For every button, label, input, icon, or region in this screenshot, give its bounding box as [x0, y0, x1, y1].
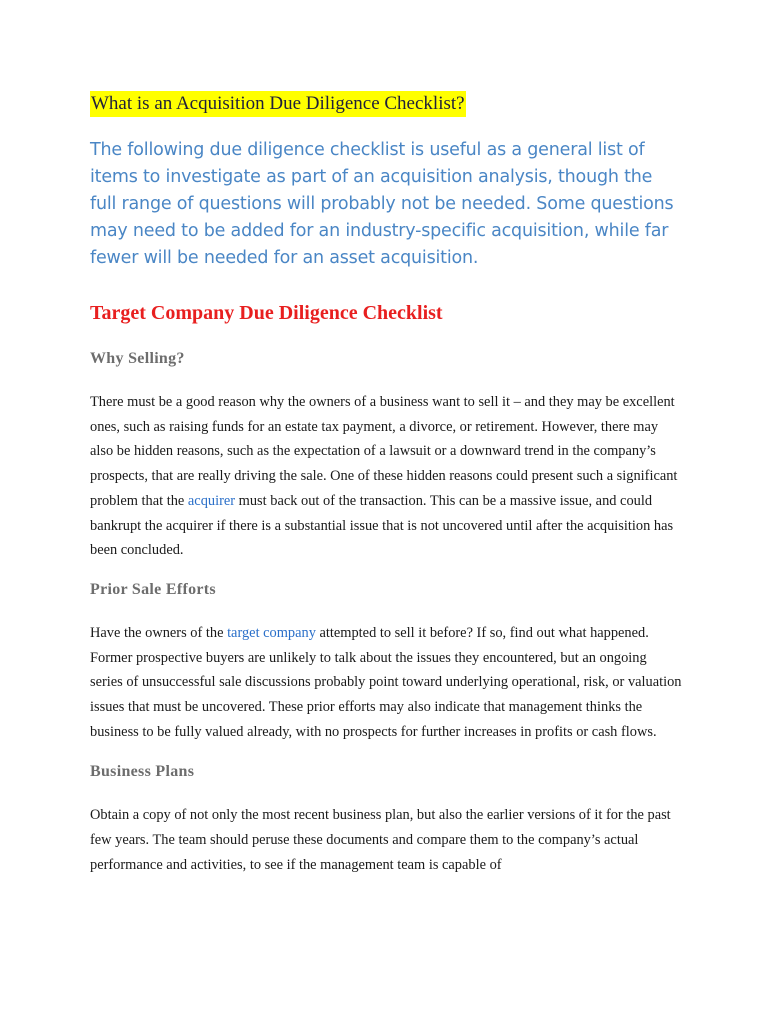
paragraph-business-plans: Obtain a copy of not only the most recent business plan, but also the earlier versions of it for the past few years. The team should peruse these documents and compare them to the company’s actual performance and activities, to see if the management team is capable of — [90, 807, 671, 873]
heading-why-selling: Why Selling? — [90, 350, 185, 367]
paragraph-why-selling — [90, 390, 682, 563]
intro-paragraph: The following due diligence checklist is useful as a general list of items to investigate as part of an acquisition analysis, though the full range of questions will probably not be needed. Some questions may need to be added for an industry-specific acquisition, while far fewer will be needed for an asset acquisition. — [90, 140, 674, 268]
paragraph-text: Have the owners of the — [90, 624, 228, 641]
paragraph-prior-sale-efforts — [90, 621, 682, 745]
paragraph-text: There must be a good reason why the owners of a business want to sell it – and they may be excellent ones, such as raising funds for an estate tax payment, a divorce, or retirement. However, there may also be hidden reasons, such as the expectation of a lawsuit or a downward trend in the company’s prospects, that are really driving the sale. One of these hidden reasons could present such a significant problem that the — [90, 394, 678, 509]
heading-business-plans: Business Plans — [90, 763, 195, 781]
acquirer-link[interactable]: acquirer — [187, 492, 236, 509]
section-title: Target Company Due Diligence Checklist — [90, 302, 443, 324]
page-title — [90, 91, 682, 117]
target-company-link[interactable]: target company — [227, 624, 316, 641]
heading-prior-sale-efforts: Prior Sale Efforts — [90, 580, 216, 598]
paragraph-text: must back out of the transaction. This can be a massive issue, and could bankrupt the acquirer if there is a substantial issue that is not uncovered until after the acquisition has been concluded. — [90, 492, 674, 559]
document-page — [90, 91, 682, 878]
paragraph-text: attempted to sell it before? If so, find out what happened. Former prospective buyers are unlikely to talk about the issues they encountered, but an ongoing series of unsuccessful sale discussions probably point toward underlying operational, risk, or valuation issues that must be uncovered. These prior efforts may also indicate that management thinks the business to be fully valued already, with no prospects for further increases in profits or cash flows. — [90, 624, 682, 740]
highlighted-title: What is an Acquisition Due Diligence Checklist? — [90, 91, 466, 117]
